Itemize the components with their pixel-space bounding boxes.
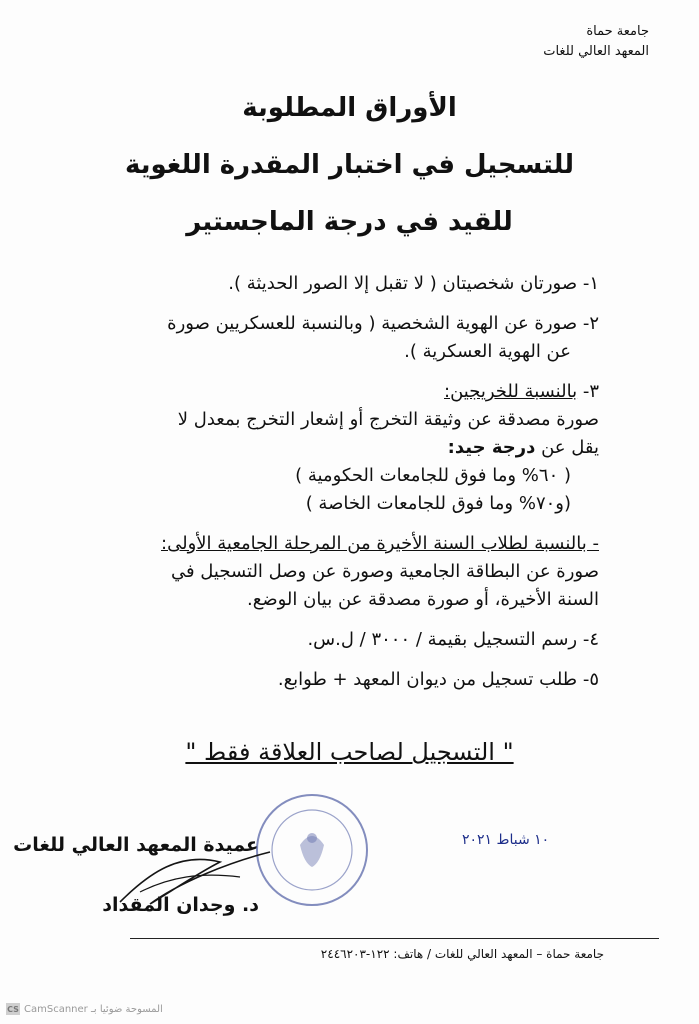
list-item-3-number: ٣- bbox=[582, 381, 599, 402]
footer-contact: جامعة حماة – المعهد العالي للغات / هاتف: ١٢٢-٢٤٤٦٢٠٣ bbox=[320, 947, 604, 961]
list-item-1: ١- صورتان شخصيتان ( لا تقبل إلا الصور الحديثة ). bbox=[228, 273, 599, 294]
scanner-watermark bbox=[6, 1003, 163, 1015]
last-year-line-2: السنة الأخيرة، أو صورة مصدقة عن بيان الوضع. bbox=[247, 589, 599, 610]
private-universities-line: (و٧٠% وما فوق للجامعات الخاصة ) bbox=[305, 493, 571, 514]
list-item-4: ٤- رسم التسجيل بقيمة / ٣٠٠٠ / ل.س. bbox=[307, 629, 599, 650]
university-name: جامعة حماة bbox=[586, 24, 649, 39]
requirements-list bbox=[110, 270, 599, 694]
title-line-2: للتسجيل في اختبار المقدرة اللغوية bbox=[124, 150, 575, 180]
list-item-3-head bbox=[110, 378, 599, 406]
dean-name: د. وجدان المقداد bbox=[102, 894, 259, 916]
registration-notice bbox=[0, 738, 699, 766]
graduates-heading: بالنسبة للخريجين: bbox=[444, 381, 578, 402]
footer-divider bbox=[130, 938, 659, 939]
public-universities-line: ( ٦٠% وما فوق للجامعات الحكومية ) bbox=[295, 465, 571, 486]
header-block bbox=[543, 22, 649, 62]
title-line-1: الأوراق المطلوبة bbox=[242, 93, 457, 123]
registration-notice-text: " التسجيل لصاحب العلاقة فقط " bbox=[185, 738, 514, 766]
watermark-text: CamScanner المسوحة ضوئيا بـ bbox=[24, 1003, 163, 1015]
graduates-line-2 bbox=[110, 434, 599, 462]
list-item-5: ٥- طلب تسجيل من ديوان المعهد + طوابع. bbox=[277, 669, 599, 690]
camscanner-icon: CS bbox=[7, 1004, 19, 1014]
institute-name: المعهد العالي للغات bbox=[543, 44, 649, 59]
list-item-2-cont: عن الهوية العسكرية ). bbox=[404, 341, 571, 362]
last-year-line-1: صورة عن البطاقة الجامعية وصورة عن وصل التسجيل في bbox=[170, 561, 599, 582]
grade-requirement: درجة جيد: bbox=[447, 437, 536, 458]
last-year-heading: - بالنسبة لطلاب السنة الأخيرة من المرحلة الجامعية الأولى: bbox=[161, 533, 599, 554]
graduates-line-1: صورة مصدقة عن وثيقة التخرج أو إشعار التخرج بمعدل لا bbox=[177, 409, 599, 430]
list-item-2: ٢- صورة عن الهوية الشخصية ( وبالنسبة للعسكريين صورة bbox=[167, 313, 599, 334]
graduates-line-2-text: يقل عن bbox=[541, 437, 599, 458]
dean-title: عميدة المعهد العالي للغات bbox=[13, 834, 259, 856]
title-line-3: للقيد في درجة الماجستير bbox=[186, 207, 513, 237]
dean-signature-icon bbox=[110, 832, 280, 912]
date-stamp: ١٠ شباط ٢٠٢١ bbox=[462, 832, 550, 848]
